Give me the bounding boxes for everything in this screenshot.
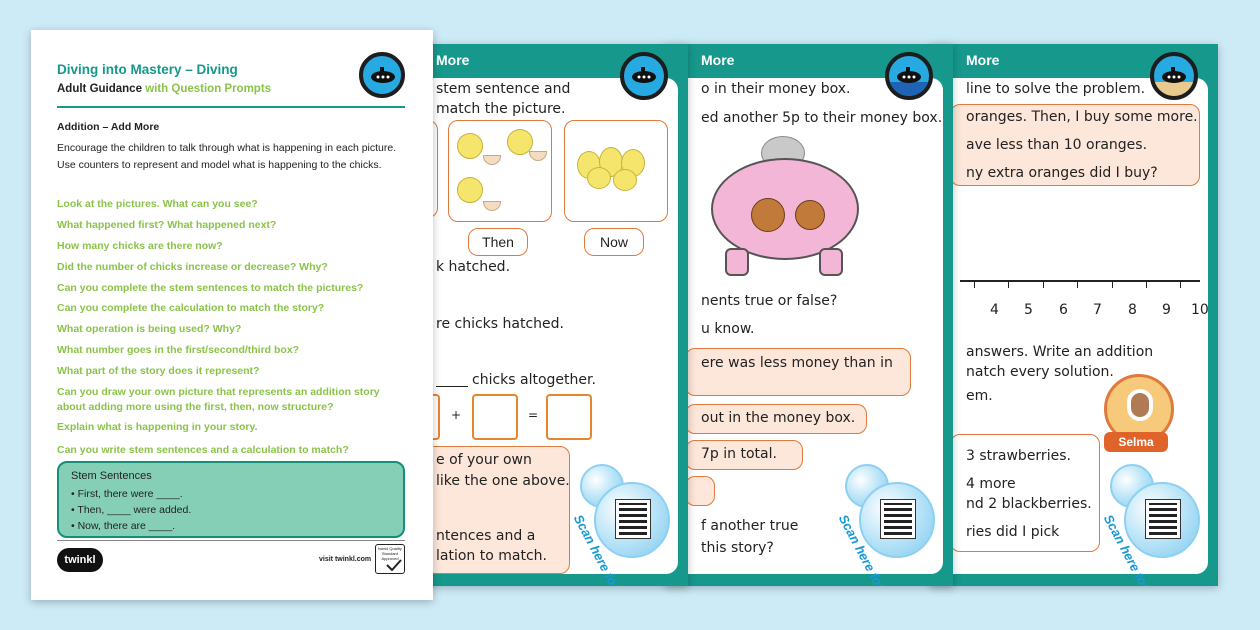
prompt: Can you complete the stem sentences to match the pictures? [57,282,364,294]
worksheet-page-2 [400,44,688,586]
text-line: stem sentence and [436,81,571,97]
intro-text: Encourage the children to talk through what is happening in each picture. Use counters to represent and model what is happening to the chicks. [57,142,397,171]
prompt: Can you draw your own picture that represents an addition story about adding more using the first, then, now structure? [57,386,380,413]
quality-badge-text: twinkl Quality Standard Approved [378,546,402,561]
qr-code-icon [616,500,650,538]
stem-item: • First, there were ____. [71,488,183,500]
prompt: What number goes in the first/second/third box? [57,344,300,356]
picture-panel-now [564,120,668,222]
text-line: out in the money box. [701,410,856,426]
submarine-logo-icon [885,52,933,100]
qr-code-icon [881,500,915,538]
page-title: Diving into Mastery – Diving [57,62,238,77]
text-line: 4 more [966,476,1016,492]
footer-divider [57,540,405,541]
text-line: re chicks hatched. [436,316,564,332]
text-line: line to solve the problem. [966,81,1146,97]
tick-label: 9 [1162,302,1171,318]
subtitle-main: Adult Guidance [57,83,142,95]
text-line: ed another 5p to their money box. [701,110,943,126]
text-line: e of your own [436,452,532,468]
adult-guidance-page [31,30,433,600]
sheet-header: More [436,52,470,68]
prompt: What part of the story does it represent? [57,365,260,377]
text-line: ave less than 10 oranges. [966,137,1148,153]
statement-box [685,476,715,506]
tick-label: 8 [1128,302,1137,318]
text-line: lation to match. [436,548,547,564]
picture-panel-then [448,120,552,222]
prompt: Look at the pictures. What can you see? [57,198,258,210]
text-line: match the picture. [436,101,566,117]
plus-sign: + [451,408,462,422]
header-divider [57,106,405,108]
text-line: nents true or false? [701,293,838,309]
text-line: ries did I pick [966,524,1060,540]
number-line-ticks [974,280,1214,290]
footer-link[interactable]: visit twinkl.com [319,556,372,563]
tick-label: 5 [1024,302,1033,318]
text-line: chicks altogether. [472,372,596,388]
qr-code-icon [1146,500,1180,538]
text-line: 7p in total. [701,446,777,462]
subtitle-accent: with Question Prompts [145,83,272,95]
prompt: What operation is being used? Why? [57,323,242,335]
checkmark-icon [386,559,402,571]
text-line: ny extra oranges did I buy? [966,165,1158,181]
prompt: Did the number of chicks increase or decrease? Why? [57,261,328,273]
text-line: like the one above. [436,473,570,489]
submarine-logo-icon [359,52,405,98]
prompt: Explain what is happening in your story. [57,421,258,433]
text-line: 3 strawberries. [966,448,1071,464]
section-heading: Addition – Add More [57,121,160,133]
text-line: oranges. Then, I buy some more. [966,109,1198,125]
prompt: What happened first? What happened next? [57,219,277,231]
tick-label: 10 [1191,302,1209,318]
equals-sign: = [528,408,539,422]
label-now: Now [584,228,644,256]
prompt: Can you complete the calculation to match the story? [57,302,325,314]
text-line: answers. Write an addition [966,344,1154,360]
sheet-header: More [701,52,735,68]
sheet-header: More [966,52,1000,68]
tick-label: 7 [1093,302,1102,318]
label-then: Then [468,228,528,256]
worksheet-page-4 [930,44,1218,586]
piggy-bank-image [701,136,861,286]
text-line: em. [966,388,993,404]
worksheet-page-3 [665,44,953,586]
prompt: How many chicks are there now? [57,240,223,252]
page-subtitle [57,83,271,95]
stem-item: • Now, there are ____. [71,520,176,532]
stem-title: Stem Sentences [71,470,152,482]
text-line: o in their money box. [701,81,851,97]
number-box[interactable] [472,394,518,440]
character-name-tag: Selma [1104,432,1168,452]
number-box[interactable] [546,394,592,440]
text-line: this story? [701,540,774,556]
stem-item: • Then, ____ were added. [71,504,192,516]
quality-badge [375,544,405,574]
text-line: nd 2 blackberries. [966,496,1092,512]
prompt: Can you write stem sentences and a calculation to match? [57,444,349,456]
text-line: ere was less money than in [701,355,893,371]
twinkl-logo: twinkl [57,548,103,572]
text-line: f another true [701,518,799,534]
text-line: ntences and a [436,528,536,544]
tick-label: 4 [990,302,999,318]
answer-blank[interactable] [436,386,468,387]
stem-sentences-box [57,461,405,538]
submarine-logo-icon [620,52,668,100]
text-line: k hatched. [436,259,511,275]
tick-label: 6 [1059,302,1068,318]
text-line: u know. [701,321,755,337]
submarine-logo-icon [1150,52,1198,100]
text-line: natch every solution. [966,364,1114,380]
